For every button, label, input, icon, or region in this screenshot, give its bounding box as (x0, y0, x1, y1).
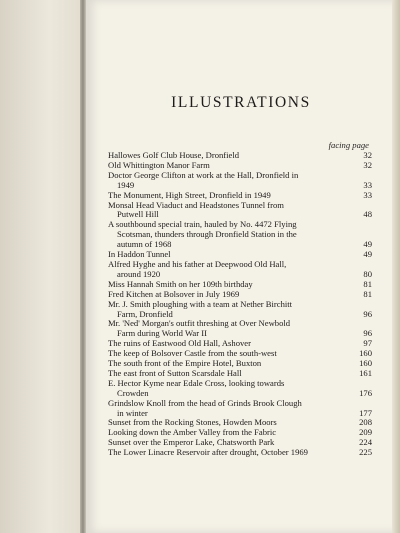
entry-page-number: 49 (363, 249, 372, 260)
entry-page-number: 49 (363, 239, 372, 250)
entry-page-number: 33 (363, 179, 372, 190)
book-page (86, 0, 400, 533)
caption-line: Sunset over the Emperor Lake, Chatsworth Park (108, 437, 275, 448)
adjacent-page (0, 0, 82, 533)
caption-line: Sunset from the Rocking Stones, Howden Moors (108, 417, 277, 428)
page-edge (392, 0, 400, 533)
caption-line: Farm, Dronfield (117, 308, 173, 319)
entry-page-number: 96 (363, 308, 372, 319)
caption-line: Doctor George Clifton at work at the Hall, Dronfield in (108, 169, 299, 180)
entry-page-number: 176 (359, 387, 372, 398)
caption-line: Miss Hannah Smith on her 109th birthday (108, 278, 253, 289)
caption-line: Farm during World War II (117, 328, 207, 339)
caption-line: Mr. 'Ned' Morgan's outfit threshing at Over Newbold (108, 318, 291, 329)
caption-line: E. Hector Kyme near Edale Cross, looking towards (108, 377, 285, 388)
illustration-entry (108, 300, 372, 320)
entry-page-number: 80 (363, 268, 372, 279)
caption-line: Old Whittington Manor Farm (108, 159, 210, 170)
illustration-entry (108, 448, 372, 458)
entry-page-number: 224 (359, 437, 372, 448)
illustration-entry (108, 201, 372, 221)
caption-line: The keep of Bolsover Castle from the south-west (108, 348, 277, 359)
caption-line: Looking down the Amber Valley from the Fabric (108, 427, 277, 438)
entry-caption (108, 379, 348, 399)
caption-line: Putwell Hill (117, 209, 159, 220)
entry-caption (108, 171, 348, 191)
entry-page-number: 177 (359, 407, 372, 418)
entry-caption (108, 220, 348, 250)
entry-page-number: 33 (363, 189, 372, 200)
illustration-entry (108, 171, 372, 191)
entry-page-number: 161 (359, 367, 372, 378)
entry-page-number: 160 (359, 348, 372, 359)
entry-page-number: 32 (363, 150, 372, 160)
caption-line: The south front of the Empire Hotel, Buxton (108, 358, 262, 369)
entry-caption (108, 319, 348, 339)
caption-line: A southbound special train, hauled by No. 4472 Flying (108, 219, 297, 230)
caption-line: Hallowes Golf Club House, Dronfield (108, 150, 240, 160)
entry-page-number: 48 (363, 209, 372, 220)
caption-line: Monsal Head Viaduct and Headstones Tunnel from (108, 199, 284, 210)
illustration-entry (108, 379, 372, 399)
caption-line: in winter (117, 407, 148, 418)
caption-line: The east front of Sutton Scarsdale Hall (108, 367, 242, 378)
caption-line: Grindslow Knoll from the head of Grinds Brook Clough (108, 397, 302, 408)
caption-line: Fred Kitchen at Bolsover in July 1969 (108, 288, 240, 299)
entry-page-number: 97 (363, 338, 372, 349)
caption-line: In Haddon Tunnel (108, 249, 171, 260)
entry-page-number: 160 (359, 358, 372, 369)
caption-line: The Monument, High Street, Dronfield in 1949 (108, 189, 271, 200)
caption-line: Crowden (117, 387, 149, 398)
illustration-entry (108, 260, 372, 280)
page-title: ILLUSTRATIONS (171, 94, 311, 111)
entry-page-number: 96 (363, 328, 372, 339)
illustration-entry (108, 220, 372, 250)
facing-page-label: facing page (328, 140, 369, 150)
entry-page-number: 225 (359, 447, 372, 458)
entry-caption (108, 399, 348, 419)
entry-page-number: 32 (363, 159, 372, 170)
caption-line: Alfred Hyghe and his father at Deepwood Old Hall, (108, 258, 287, 269)
caption-line: autumn of 1968 (117, 239, 172, 250)
entry-page-number: 208 (359, 417, 372, 428)
illustration-entry (108, 399, 372, 419)
caption-line: 1949 (117, 179, 135, 190)
caption-line: Mr. J. Smith ploughing with a team at Nether Birchitt (108, 298, 293, 309)
entry-caption (108, 260, 348, 280)
illustrations-list (108, 151, 372, 458)
entry-page-number: 81 (363, 288, 372, 299)
entry-caption (108, 448, 348, 458)
illustration-entry (108, 319, 372, 339)
entry-page-number: 209 (359, 427, 372, 438)
entry-caption (108, 300, 348, 320)
caption-line: The ruins of Eastwood Old Hall, Ashover (108, 338, 251, 349)
entry-page-number: 81 (363, 278, 372, 289)
caption-line: The Lower Linacre Reservoir after drought, October 1969 (108, 447, 308, 458)
caption-line: around 1920 (117, 268, 161, 279)
entry-caption (108, 201, 348, 221)
caption-line: Scotsman, thunders through Dronfield Station in the (117, 229, 297, 240)
